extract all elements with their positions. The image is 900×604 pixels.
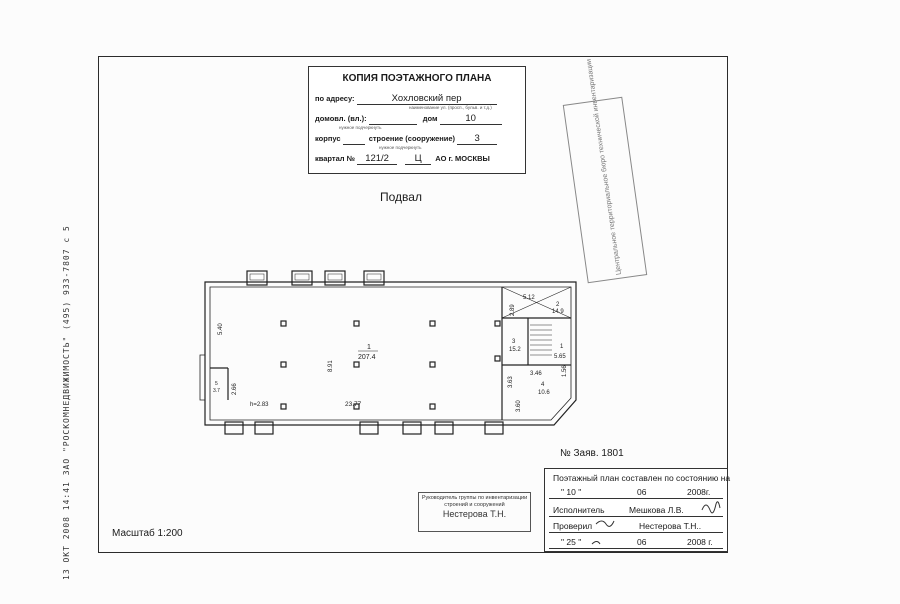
domovl-hint: нужное подчеркнуть: [339, 125, 382, 130]
room-3-area: 15.2: [509, 347, 521, 353]
address-hint: наименование ул. (просп., бульв. и т.д.): [409, 105, 492, 110]
room-4-number: 4: [541, 382, 545, 388]
dim-1-56: 1.56: [562, 365, 568, 377]
room-4-area: 10.6: [538, 390, 550, 396]
korpus-label: корпус: [315, 134, 341, 143]
dim-23-77: 23.77: [345, 401, 362, 408]
state-year: 2008г.: [687, 487, 711, 497]
stair-number: 1: [560, 344, 564, 350]
state-month: 06: [637, 487, 647, 497]
ao-label: АО г. МОСКВЫ: [435, 154, 490, 163]
ao-value: Ц: [405, 153, 431, 165]
checked-label: Проверил: [553, 521, 593, 531]
application-number: № Заяв. 1801: [560, 448, 624, 459]
checked-month: 06: [637, 537, 647, 547]
date-signature: [592, 542, 600, 545]
address-label: по адресу:: [315, 94, 355, 103]
checked-name: Нестерова Т.Н..: [639, 521, 702, 531]
room-5-area: 3.7: [213, 388, 220, 394]
group-leader-line1: Руководитель группы по инвентаризации: [421, 495, 528, 501]
executor-signature: [702, 502, 720, 513]
room-2-area: 14.9: [552, 309, 564, 315]
level-label: Подвал: [380, 190, 422, 204]
domovl-label: домовл. (вл.):: [315, 114, 367, 123]
executor-name: Мешкова Л.В.: [629, 505, 684, 515]
dim-3-46: 3.46: [530, 371, 542, 377]
executor-label: Исполнитель: [553, 505, 605, 515]
dim-2-66: 2.66: [232, 383, 238, 395]
checker-signature: [596, 521, 614, 526]
state-title: Поэтажный план составлен по состоянию на: [553, 473, 731, 483]
dim-5-65: 5.65: [554, 354, 566, 360]
state-day: " 10 ": [561, 487, 582, 497]
scale-label: Масштаб 1:200: [112, 528, 183, 539]
dim-3-63: 3.63: [508, 376, 514, 388]
dim-2-89: 2.89: [510, 304, 516, 316]
dim-8-91: 8.91: [328, 360, 334, 372]
room-2-number: 2: [556, 302, 560, 308]
group-leader-line2: строений и сооружений: [444, 502, 505, 508]
dim-height: h=2.83: [250, 402, 269, 408]
dim-5-12: 5.12: [523, 295, 535, 301]
checked-day: " 25 ": [561, 537, 582, 547]
inventory-stamp-text: Центральное территориальное бюро технической инвентаризации: [585, 58, 623, 276]
room-3-number: 3: [512, 339, 516, 345]
group-leader-name: Нестерова Т.Н.: [442, 509, 507, 519]
dim-3-60: 3.60: [516, 400, 522, 412]
kvartal-label: квартал №: [315, 154, 355, 163]
stroenie-label: строение (сооружение): [368, 134, 456, 143]
dom-label: дом: [422, 114, 438, 123]
dom-value: 10: [440, 113, 502, 125]
address-value: Хохловский пер: [357, 93, 497, 105]
kvartal-value: 121/2: [357, 153, 397, 165]
checked-year: 2008 г.: [687, 537, 713, 547]
plan-title: КОПИЯ ПОЭТАЖНОГО ПЛАНА: [342, 73, 492, 84]
room-1-area: 207.4: [358, 354, 376, 361]
room-5-number: 5: [215, 381, 218, 387]
dim-5-40: 5.40: [218, 323, 224, 335]
room-1-number: 1: [367, 344, 371, 351]
fax-header-text: 13 ОКТ 2008 14:41 ЗАО "РОСКОМНЕДВИЖИМОСТЬ" (495) 933-7807 с 5: [62, 225, 71, 580]
stroenie-hint: нужное подчеркнуть: [379, 145, 422, 150]
stroenie-value: 3: [457, 133, 497, 145]
